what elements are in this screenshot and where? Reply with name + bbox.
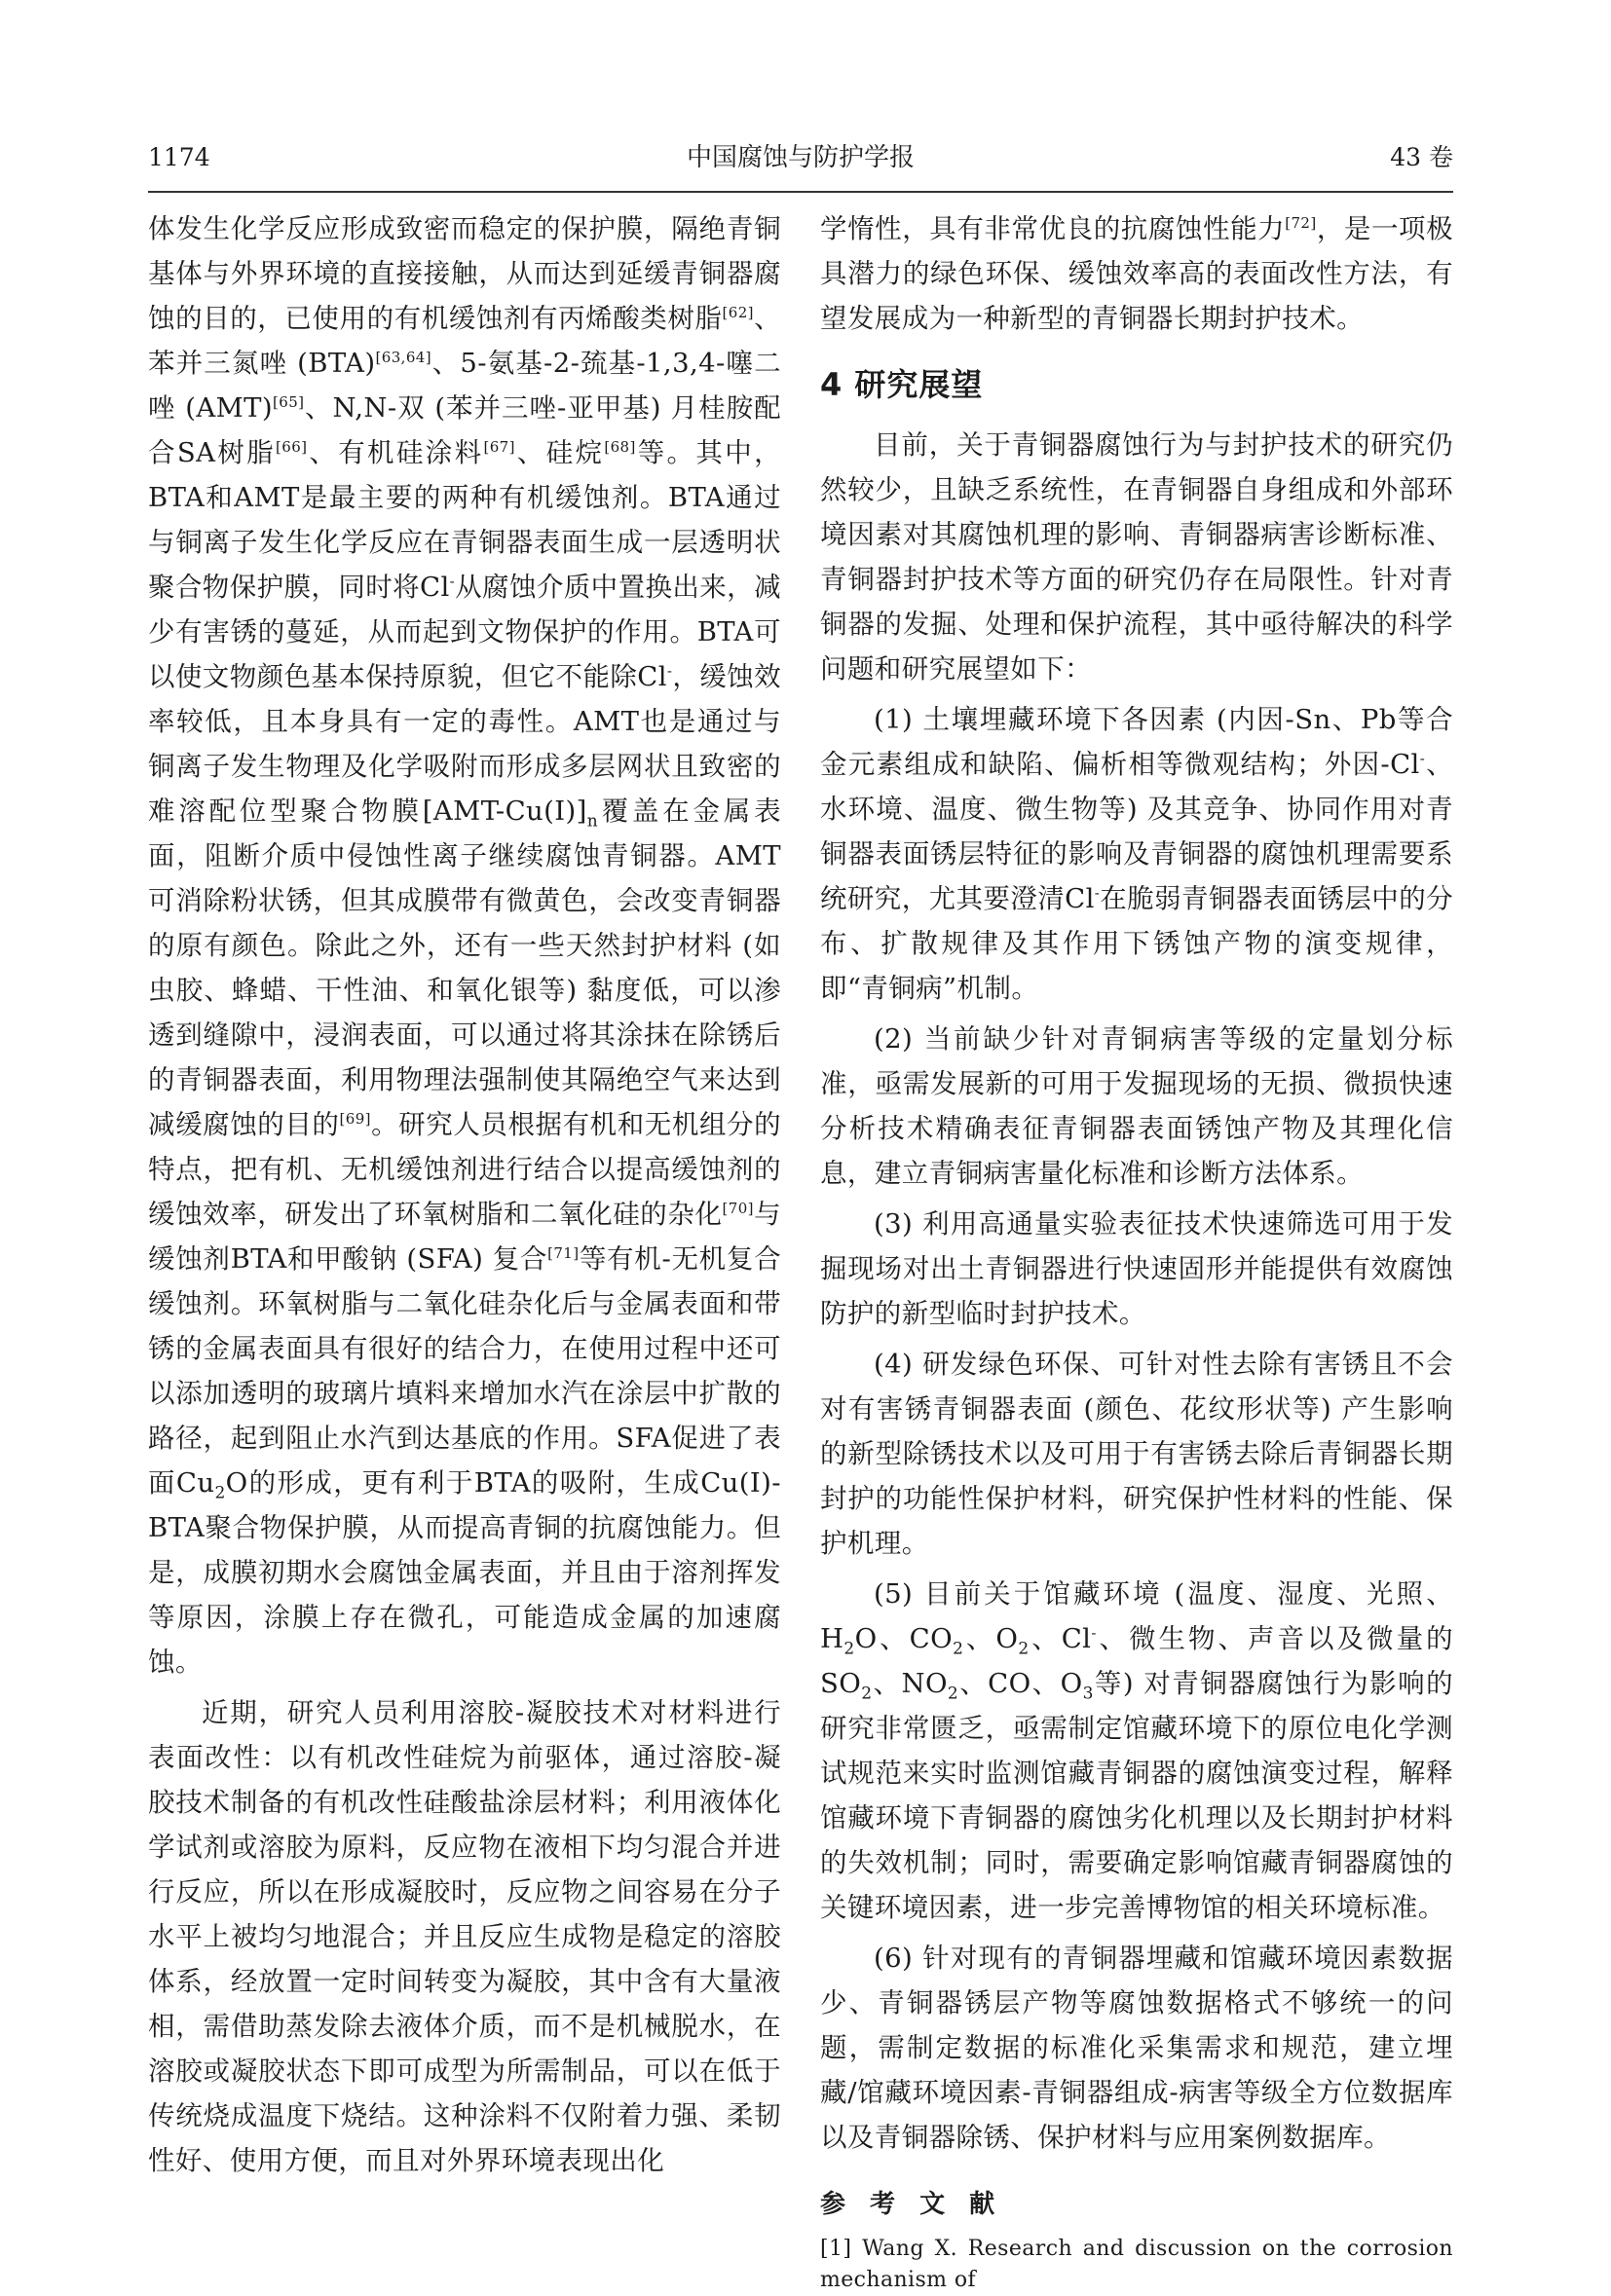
citation: [71] — [547, 1243, 580, 1262]
citation: [62] — [722, 303, 754, 321]
reference-item: [1] Wang X. Research and discussion on the corrosion mechanism of — [820, 2237, 1453, 2292]
citation: [67] — [483, 437, 515, 456]
outlook-item-2: (2) 当前缺少针对青铜病害等级的定量划分标准，亟需发展新的可用于发掘现场的无损、微损快速分析技术精确表征青铜器表面锈蚀产物及其理化信息，建立青铜病害量化标准和诊断方法体系。 — [820, 1023, 1453, 1189]
journal-title: 中国腐蚀与防护学报 — [686, 143, 915, 172]
volume-label: 43 卷 — [1390, 143, 1453, 171]
citation: [70] — [722, 1199, 754, 1217]
paragraph-sol-gel: 近期，研究人员利用溶胶-凝胶技术对材料进行表面改性：以有机改性硅烷为前驱体，通过溶胶-凝胶技术制备的有机改性硅酸盐涂层材料；利用液体化学试剂或溶胶为原料，反应物在液相下均匀混合并进行反应，所以在形成凝胶时，反应物之间容易在分子水平上被均匀地混合；并且反应生成物是稳定的溶胶体系，经放置一定时间转变为凝胶，其中含有大量液相，需借助蒸发除去液体介质，而不是机械脱水，在溶胶或凝胶状态下即可成型为所需制品，可以在低于传统烧成温度下烧结。这种涂料不仅附着力强、柔韧性好、使用方便，而且对外界环境表现出化 — [148, 1697, 781, 2176]
citation: [72] — [1285, 213, 1317, 232]
running-header — [148, 138, 1453, 177]
references-heading: 参 考 文 献 — [820, 2190, 1003, 2219]
right-column — [820, 206, 1454, 2292]
section-heading: 4 研究展望 — [820, 366, 984, 403]
outlook-item-4: (4) 研发绿色环保、可针对性去除有害锈且不会对有害锈青铜器表面 (颜色、花纹形状等) 产生影响的新型除锈技术以及可用于有害锈去除后青铜器长期封护的功能性保护材料，研究保护性材料的性能、保护机理。 — [820, 1349, 1453, 1559]
paragraph-corrosion-inhibitors: 体发生化学反应形成致密而稳定的保护膜，隔绝青铜基体与外界环境的直接接触，从而达到延缓青铜器腐蚀的目的，已使用的有机缓蚀剂有丙烯酸类树脂[62]、苯并三氮唑 (BTA)[63,64]、5-氨基-2-巯基-1,3,4-噻二唑 (AMT)[65]、N,N-双 (苯并三唑-亚甲基) 月桂胺配合SA树脂[66]、有机硅涂料[67]、硅烷[68]等。其中，BTA和AMT是最主要的两种有机缓蚀剂。BTA通过与铜离子发生化学反应在青铜器表面生成一层透明状聚合物保护膜，同时将Cl-从腐蚀介质中置换出来，减少有害锈的蔓延，从而起到文物保护的作用。BTA可以使文物颜色基本保持原貌，但它不能除Cl-，缓蚀效率较低，且本身具有一定的毒性。AMT也是通过与铜离子发生物理及化学吸附而形成多层网状且致密的难溶配位型聚合物膜$[AMT-Cu(I)]_n$覆盖在金属表面，阻断介质中侵蚀性离子继续腐蚀青铜器。AMT可消除粉状锈，但其成膜带有微黄色，会改变青铜器的原有颜色。除此之外，还有一些天然封护材料 (如虫胶、蜂蜡、干性油、和氧化银等) 黏度低，可以渗透到缝隙中，浸润表面，可以通过将其涂抹在除锈后的青铜器表面，利用物理法强制使其隔绝空气来达到减缓腐蚀的目的[69]。研究人员根据有机和无机组分的特点，把有机、无机缓蚀剂进行结合以提高缓蚀剂的缓蚀效率，研发出了环氧树脂和二氧化硅的杂化[70]与缓蚀剂BTA和甲酸钠 (SFA) 复合[71]等有机-无机复合缓蚀剂。环氧树脂与二氧化硅杂化后与金属表面和带锈的金属表面具有很好的结合力，在使用过程中还可以添加透明的玻璃片填料来增加水汽在涂层中扩散的路径，起到阻止水汽到达基底的作用。SFA促进了表面$Cu_2O$的形成，更有利于BTA的吸附，生成Cu(I)-BTA聚合物保护膜，从而提高青铜的抗腐蚀能力。但是，成膜初期水会腐蚀金属表面，并且由于溶剂挥发等原因，涂膜上存在微孔，可能造成金属的加速腐蚀。 — [148, 213, 782, 1678]
outlook-item-6: (6) 针对现有的青铜器埋藏和馆藏环境因素数据少、青铜器锈层产物等腐蚀数据格式不够统一的问题，需制定数据的标准化采集需求和规范，建立埋藏/馆藏环境因素-青铜器组成-病害等级全方位数据库以及青铜器除锈、保护材料与应用案例数据库。 — [820, 1943, 1453, 2153]
outlook-item-3: (3) 利用高通量实验表征技术快速筛选可用于发掘现场对出土青铜器进行快速固形并能提供有效腐蚀防护的新型临时封护技术。 — [820, 1208, 1453, 1329]
outlook-item-5: (5) 目前关于馆藏环境 (温度、湿度、光照、$H_2O$、$CO_2$、$O_2$、Cl-、微生物、声音以及微量的$SO_2$、$NO_2$、CO、$O_3$等) 对青铜器腐蚀行为影响的研究非常匮乏，亟需制定馆藏环境下的原位电化学测试规范来实时监测馆藏青铜器的腐蚀演变过程，解释馆藏环境下青铜器的腐蚀劣化机理以及长期封护材料的失效机制；同时，需要确定影响馆藏青铜器腐蚀的关键环境因素，进一步完善博物馆的相关环境标准。 — [820, 1578, 1453, 1923]
page-number: 1174 — [148, 143, 210, 171]
citation: [66] — [276, 437, 308, 456]
citation: [65] — [273, 392, 305, 411]
paragraph-outlook-intro: 目前，关于青铜器腐蚀行为与封护技术的研究仍然较少，且缺乏系统性，在青铜器自身组成和外部环境因素对其腐蚀机理的影响、青铜器病害诊断标准、青铜器封护技术等方面的研究仍存在局限性。针对青铜器的发掘、处理和保护流程，其中亟待解决的科学问题和研究展望如下： — [820, 429, 1453, 685]
paragraph-continuation: 学惰性，具有非常优良的抗腐蚀性能力[72]，是一项极具潜力的绿色环保、缓蚀效率高的表面改性方法，有望发展成为一种新型的青铜器长期封护技术。 — [820, 213, 1453, 334]
citation: [68] — [604, 437, 636, 456]
left-column — [148, 206, 781, 2232]
outlook-item-1: (1) 土壤埋藏环境下各因素 (内因-Sn、Pb等合金元素组成和缺陷、偏析相等微观结构；外因-Cl-、水环境、温度、微生物等) 及其竞争、协同作用对青铜器表面锈层特征的影响及青铜器的腐蚀机理需要系统研究，尤其要澄清Cl-在脆弱青铜器表面锈层中的分布、扩散规律及其作用下锈蚀产物的演变规律，即“青铜病”机制。 — [820, 704, 1454, 1004]
citation: [69] — [339, 1109, 371, 1128]
header-rule — [148, 191, 1453, 193]
citation: [63,64] — [375, 348, 431, 366]
